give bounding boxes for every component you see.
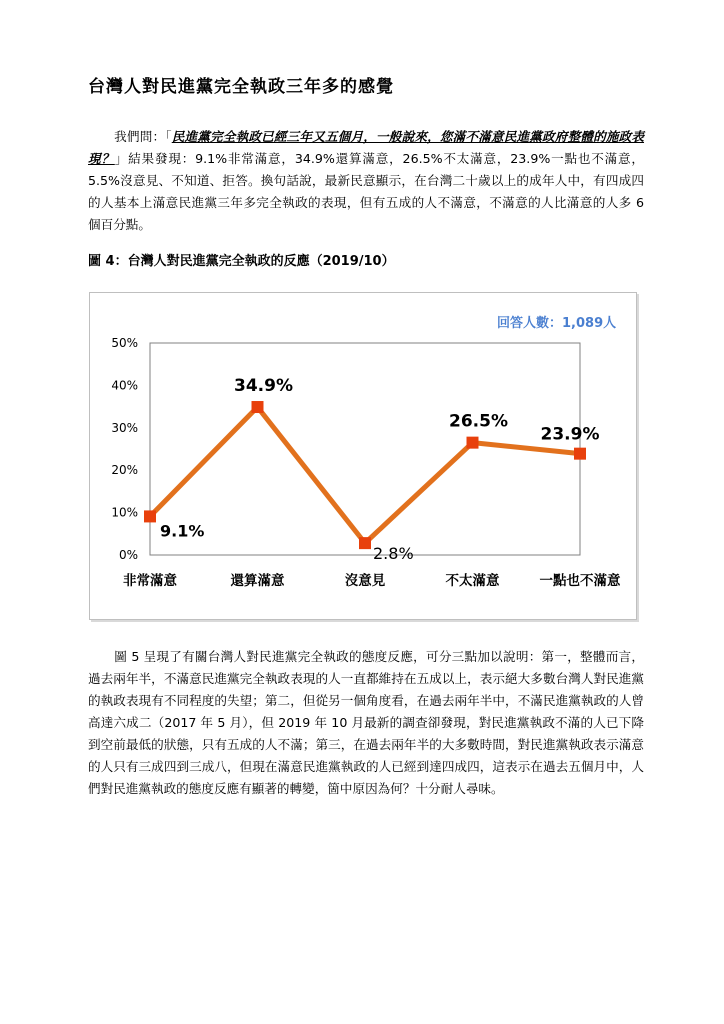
- series-line: [150, 407, 580, 543]
- survey-question: 民進黨完全執政已經三年又五個月，一般說來，您滿不滿意民進黨政府整體的施政表現？: [88, 129, 645, 166]
- figure-caption: 圖 4：台灣人對民進黨完全執政的反應（2019/10）: [88, 254, 395, 269]
- data-value-label: 23.9%: [540, 424, 600, 445]
- chart-container: [89, 292, 637, 620]
- x-category-label: 不太滿意: [445, 573, 500, 589]
- x-category-label: 還算滿意: [230, 573, 285, 589]
- data-point-marker: [574, 448, 586, 460]
- data-value-label: 26.5%: [449, 411, 508, 432]
- data-point-marker: [144, 510, 156, 522]
- data-point-marker: [252, 401, 264, 413]
- question-close: 」: [114, 151, 129, 166]
- data-point-marker: [467, 437, 479, 449]
- y-tick-label: 50%: [111, 336, 138, 350]
- x-category-label: 沒意見: [344, 573, 386, 589]
- y-tick-label: 30%: [111, 420, 138, 435]
- intro-paragraph: [88, 126, 644, 236]
- x-category-label: 非常滿意: [123, 573, 177, 589]
- line-chart: [90, 293, 636, 619]
- analysis-text: 圖 5 呈現了有關台灣人對民進黨完全執政的態度反應，可分三點加以說明：第一，整體而言，過去兩年半，不滿意民進黨完全執政表現的人一直都維持在五成以上，表示絕大多數台灣人對民進黨的執政表現有不同程度的失望；第二，但從另一個角度看，在過去兩年半中，不滿民進黨執政的人曾高達六成二（2017 年 5 月），但 2019 年 10 月最新的調查卻發現，對民進黨執政不滿的人已下降到空前最低的狀態，只有五成的人不滿；第三，在過去兩年半的大多數時間，對民進黨執政表示滿意的人只有三成四到三成八，但現在滿意民進黨執政的人已經到達四成四，這表示在過去五個月中，人們對民進黨執政的態度反應有顯著的轉變，箇中原因為何？十分耐人尋味。: [88, 649, 644, 796]
- respondent-count-note: 回答人數：1,089人: [497, 316, 617, 331]
- data-value-label: 9.1%: [160, 521, 205, 541]
- page-title: 台灣人對民進黨完全執政三年多的感覺: [88, 77, 394, 97]
- y-tick-label: 0%: [118, 548, 138, 562]
- y-tick-label: 40%: [111, 378, 138, 393]
- y-tick-label: 10%: [111, 505, 138, 520]
- data-value-label: 2.8%: [373, 544, 414, 564]
- question-lead: 我們問：「: [114, 129, 172, 144]
- x-category-label: 一點也不滿意: [539, 573, 621, 589]
- data-value-label: 34.9%: [234, 376, 293, 397]
- results-text: 結果發現：9.1%非常滿意，34.9%還算滿意，26.5%不太滿意，23.9%一點也不滿意，5.5%沒意見、不知道、拒答。換句話說，最新民意顯示，在台灣二十歲以上的成年人中，有四成四的人基本上滿意民進黨三年多完全執政的表現，但有五成的人不滿意，不滿意的人比滿意的人多 6 個百分點。: [88, 151, 644, 232]
- analysis-paragraph: [88, 646, 644, 800]
- y-tick-label: 20%: [111, 463, 138, 478]
- data-point-marker: [359, 537, 371, 549]
